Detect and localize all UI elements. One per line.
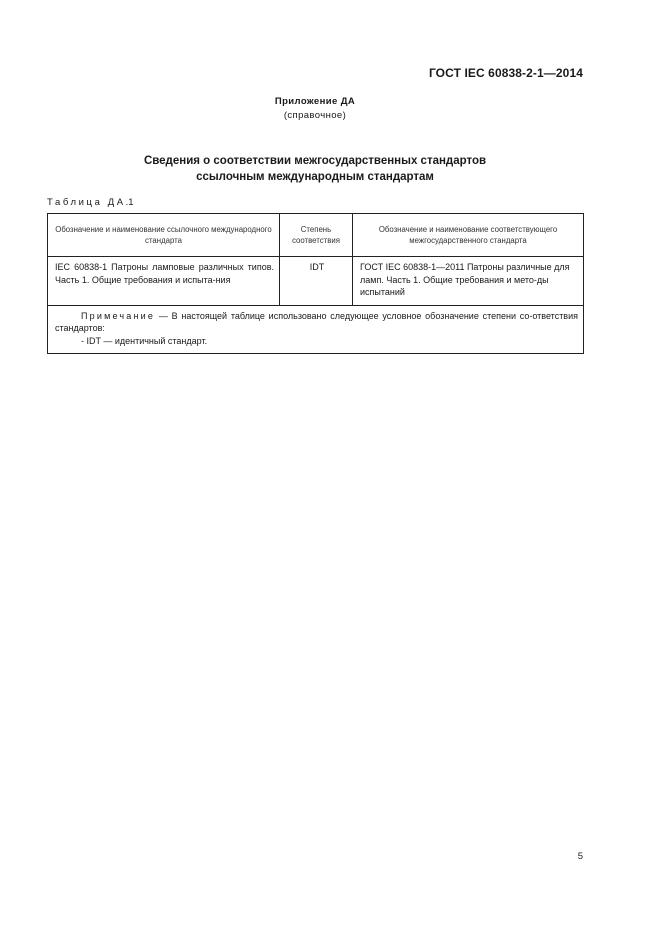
- header-interstate-standard: Обозначение и наименование соответствующего межгосударственного стандарта: [353, 214, 584, 257]
- appendix-heading: [0, 95, 630, 123]
- page-title: [0, 153, 630, 185]
- standards-correspondence-table: [47, 213, 584, 354]
- page-title-line2: ссылочным международным стандартам: [196, 171, 434, 183]
- note-abbreviation: - IDT — идентичный стандарт.: [81, 335, 208, 346]
- note-label: Примечание: [81, 310, 156, 321]
- table-caption-number: .1: [125, 197, 134, 208]
- cell-degree: IDT: [280, 257, 353, 306]
- table-row: [48, 257, 584, 306]
- cell-interstate-standard: ГОСТ IEC 60838-1—2011 Патроны различные для ламп. Часть 1. Общие требования и мето-ды испытаний: [353, 257, 584, 306]
- note-text: [55, 310, 578, 335]
- note-body: — В настоящей таблице использовано следующее условное обозначение степени со-ответствия стандартов:: [55, 310, 578, 333]
- header-degree-of-correspondence: Степень соответствия: [280, 214, 353, 257]
- document-code: ГОСТ IEC 60838-2-1—2014: [428, 66, 583, 80]
- appendix-title: Приложение ДА: [274, 96, 356, 107]
- page-number: 5: [577, 851, 583, 862]
- header-international-standard: Обозначение и наименование ссылочного международного стандарта: [48, 214, 280, 257]
- table-note: [48, 305, 584, 354]
- table-caption: [47, 197, 134, 208]
- appendix-subtitle: (справочное): [283, 110, 347, 121]
- table-header-row: [48, 214, 584, 257]
- table-note-row: [48, 305, 584, 354]
- cell-international-standard: IEC 60838-1 Патроны ламповые различных типов. Часть 1. Общие требования и испыта-ния: [48, 257, 280, 306]
- page-title-line1: Сведения о соответствии межгосударственных стандартов: [143, 155, 487, 167]
- table-caption-label: Таблица ДА: [47, 197, 126, 208]
